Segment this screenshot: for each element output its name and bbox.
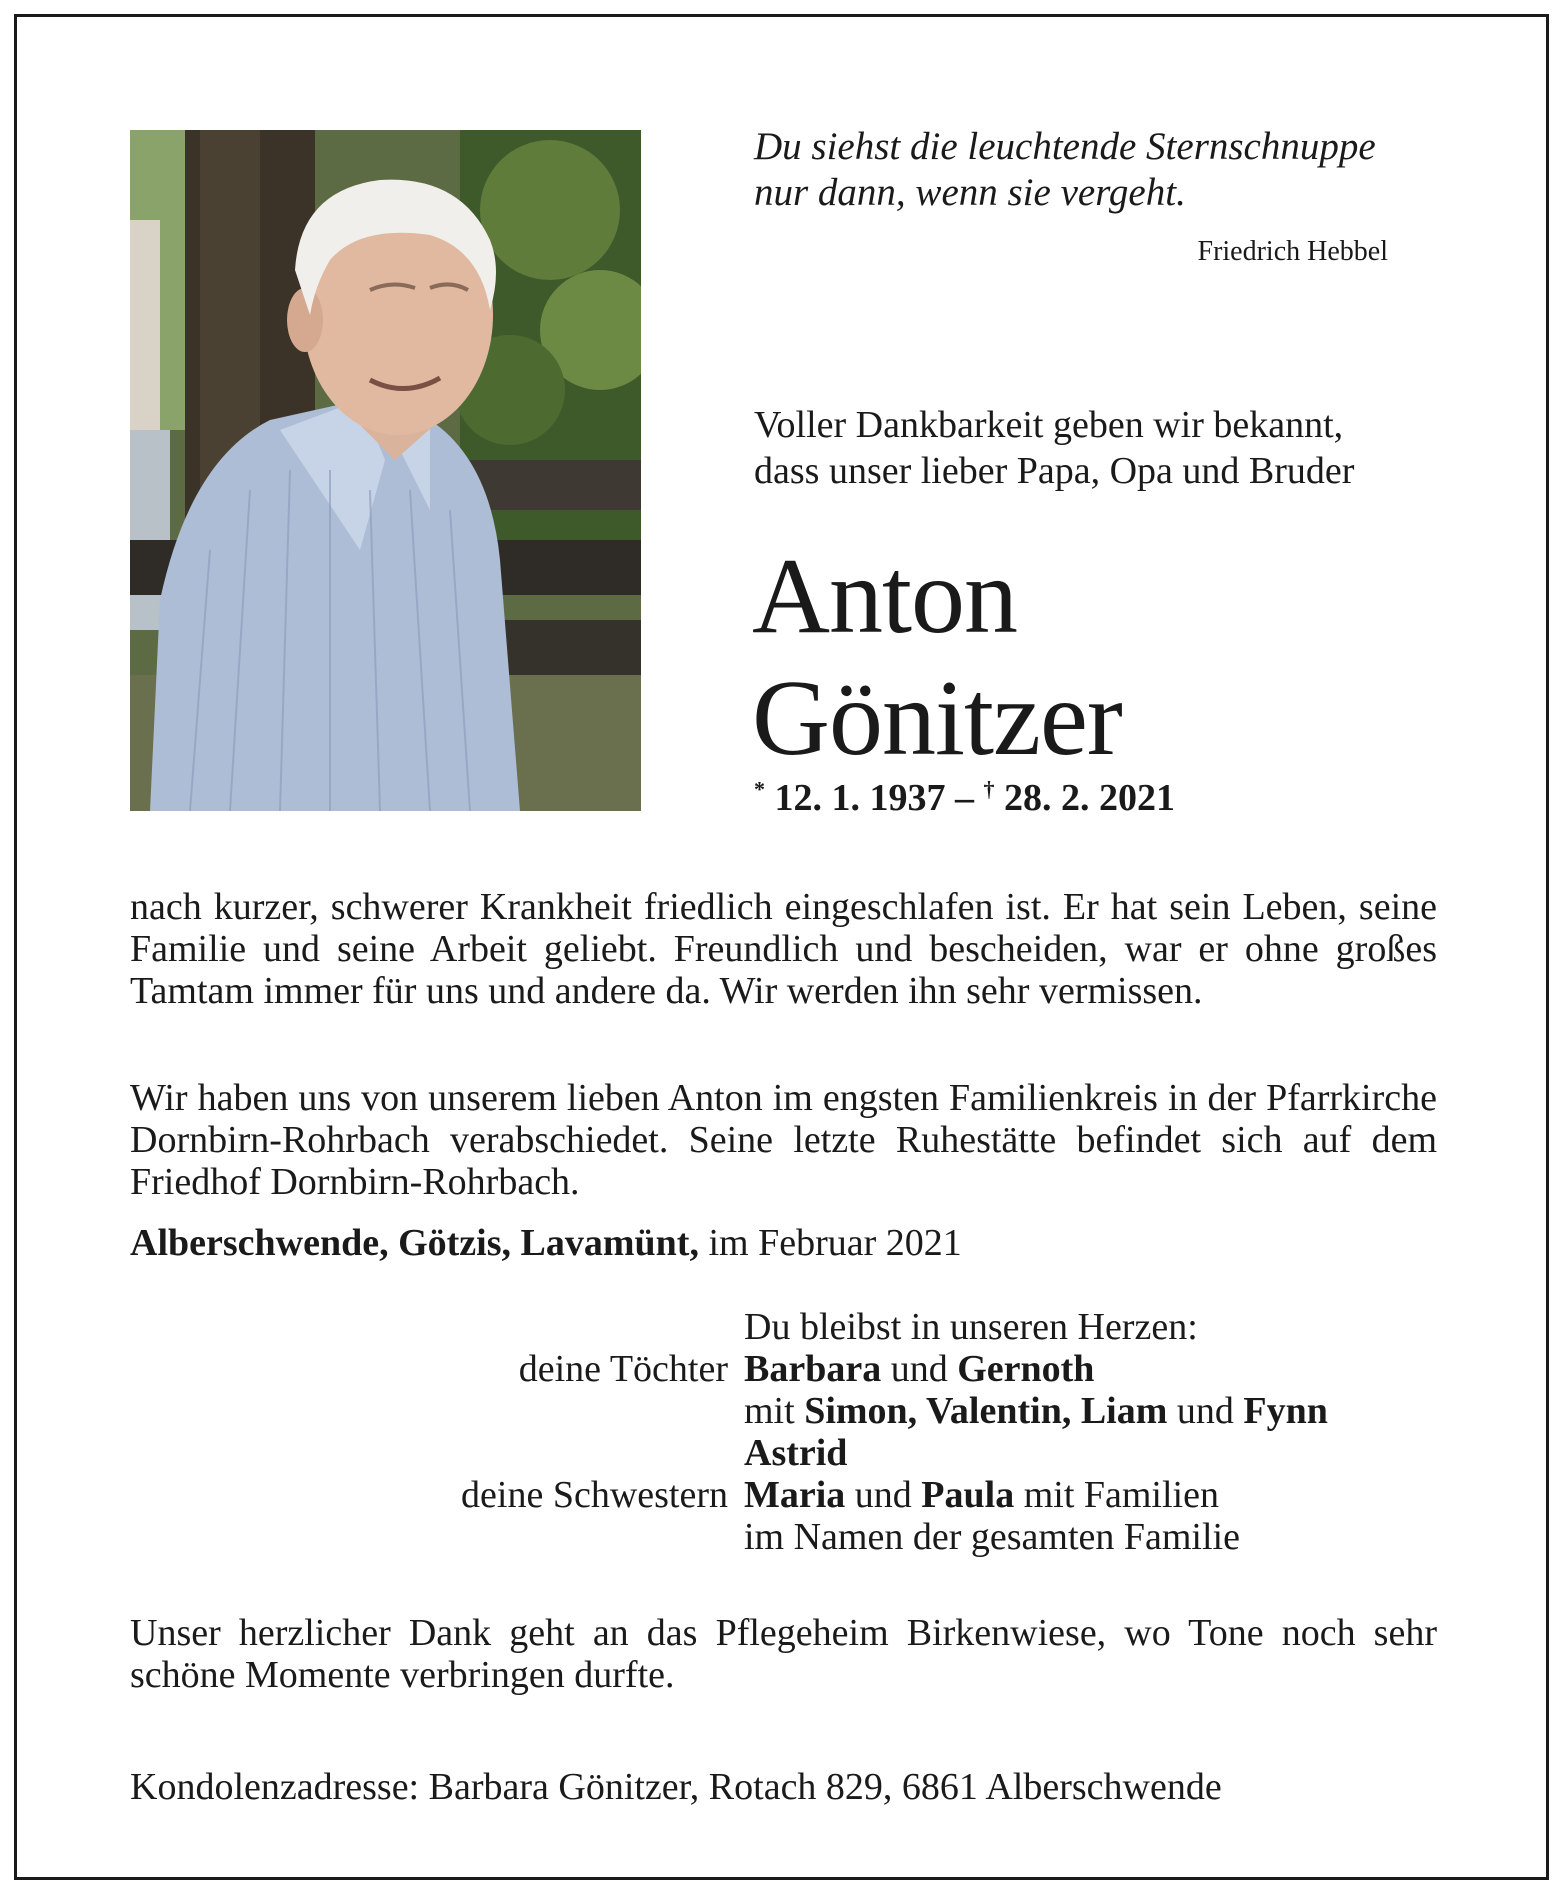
- survivors-heading: Du bleibst in unseren Herzen:: [744, 1306, 1198, 1348]
- daughter-name: Barbara: [744, 1348, 882, 1390]
- birth-date: 12. 1. 1937: [774, 777, 946, 819]
- daughter2-row: [130, 1432, 1437, 1474]
- death-symbol: †: [983, 776, 995, 802]
- deceased-name: [752, 536, 1122, 780]
- sisters-row: [130, 1474, 1437, 1516]
- family-row: [130, 1516, 1437, 1558]
- conjunction: und: [890, 1348, 948, 1390]
- places-names: Alberschwende, Götzis, Lavamünt,: [130, 1222, 699, 1264]
- family-line: im Namen der gesamten Familie: [744, 1516, 1240, 1558]
- sister-name: Maria: [744, 1474, 846, 1516]
- sisters-label: deine Schwestern: [461, 1474, 728, 1516]
- intro-line: dass unser lieber Papa, Opa und Bruder: [754, 450, 1355, 492]
- sisters-names: [744, 1474, 1437, 1516]
- birth-symbol: *: [754, 776, 765, 802]
- grandchild-name: Fynn: [1243, 1390, 1328, 1432]
- quote-block: [754, 124, 1394, 268]
- grandchildren: Simon, Valentin, Liam: [804, 1390, 1168, 1432]
- partner-name: Gernoth: [957, 1348, 1095, 1390]
- daughters-names: [744, 1348, 1437, 1390]
- quote-line: nur dann, wenn sie vergeht.: [754, 171, 1186, 214]
- date-separator: –: [955, 777, 974, 819]
- quote-line: Du siehst die leuchtende Sternschnuppe: [754, 125, 1376, 168]
- grandchildren-names: [744, 1390, 1437, 1432]
- survivors-heading-row: [130, 1306, 1437, 1348]
- thanks-paragraph: Unser herzlicher Dank geht an das Pflegeheim Birkenwiese, wo Tone noch sehr schöne Momente verbringen durfte.: [130, 1612, 1437, 1696]
- intro-line: Voller Dankbarkeit geben wir bekannt,: [754, 404, 1344, 446]
- daughters-label: deine Töchter: [518, 1348, 728, 1390]
- life-dates: [754, 776, 1175, 820]
- last-name: Gönitzer: [752, 659, 1122, 778]
- quote-text: [754, 124, 1394, 216]
- with-families: mit Familien: [1023, 1474, 1219, 1516]
- first-name: Anton: [752, 537, 1017, 656]
- daughters-row: [130, 1348, 1437, 1390]
- survivors-list: [130, 1306, 1437, 1558]
- daughter-name: Astrid: [744, 1432, 848, 1474]
- paragraph-illness: nach kurzer, schwerer Krankheit friedlich eingeschlafen ist. Er hat sein Leben, seine Familie und seine Arbeit geliebt. Freundlich und bescheiden, war er ohne großes Tamtam immer für uns und andere da. Wir werden ihn sehr vermissen.: [130, 886, 1437, 1012]
- sister-name: Paula: [921, 1474, 1015, 1516]
- quote-author: Friedrich Hebbel: [1197, 236, 1388, 267]
- grandchildren-row: [130, 1390, 1437, 1432]
- places-and-date: [130, 1222, 1437, 1264]
- announcement-intro: [754, 402, 1474, 494]
- conjunction: und: [854, 1474, 912, 1516]
- portrait-photo: [130, 130, 641, 811]
- places-date: im Februar 2021: [708, 1222, 962, 1264]
- paragraph-farewell: Wir haben uns von unserem lieben Anton im engsten Familienkreis in der Pfarrkirche Dornbirn-Rohrbach verabschiedet. Seine letzte Ruhestätte befindet sich auf dem Friedhof Dornbirn-Rohrbach.: [130, 1077, 1437, 1203]
- preposition: mit: [744, 1390, 795, 1432]
- death-date: 28. 2. 2021: [1004, 777, 1175, 819]
- condolence-address: Kondolenzadresse: Barbara Gönitzer, Rotach 829, 6861 Alberschwende: [130, 1766, 1222, 1808]
- conjunction: und: [1176, 1390, 1234, 1432]
